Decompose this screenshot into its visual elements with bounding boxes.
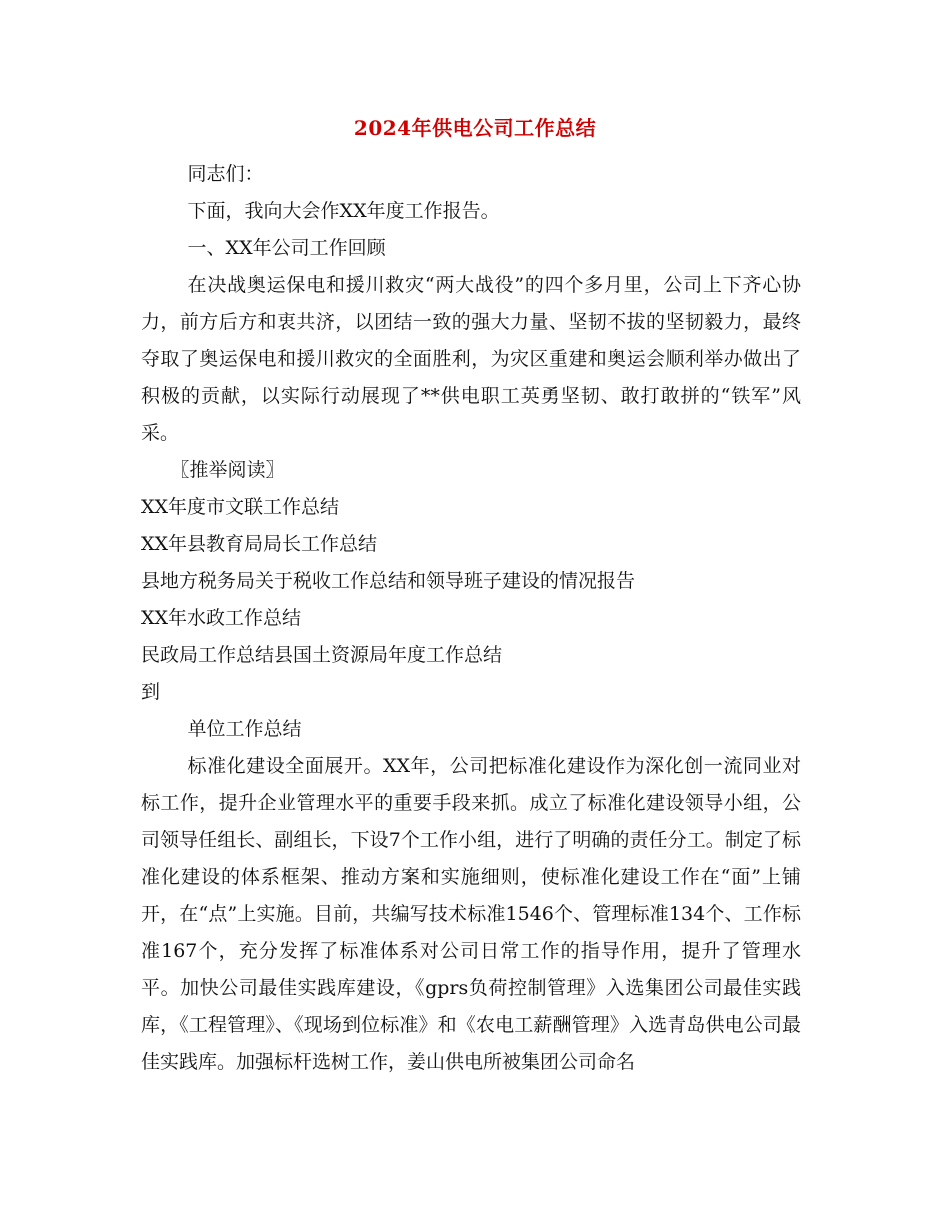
recommend-heading: 〖推举阅读〗	[170, 459, 285, 481]
paragraph-standardization: 标准化建设全面展开。XX年，公司把标准化建设作为深化创一流同业对标工作，提升企业管理水平的重要手段来抓。成立了标准化建设领导小组，公司领导任组长、副组长，下设7个工作小组，进行了明确的责任分工。制定了标准化建设的体系框架、推动方案和实施细则，使标准化建设工作在“面”上铺开，在“点”上实施。目前，共编写技术标准1546个、管理标准134个、工作标准167个，充分发挥了标准体系对公司日常工作的指导作用，提升了管理水平。加快公司最佳实践库建设，《gprs负荷控制管理》入选集团公司最佳实践库，《工程管理》、《现场到位标准》和《农电工薪酬管理》入选青岛供电公司最佳实践库。加强标杆选树工作，姜山供电所被集团公司命名	[141, 755, 801, 1073]
recommend-link-1[interactable]: XX年度市文联工作总结	[141, 496, 340, 518]
greeting: 同志们：	[187, 163, 264, 185]
recommend-link-5[interactable]: 民政局工作总结县国土资源局年度工作总结	[141, 644, 503, 666]
document-body	[141, 156, 801, 1081]
recommend-link-4[interactable]: XX年水政工作总结	[141, 607, 302, 629]
intro-paragraph: 下面，我向大会作XX年度工作报告。	[187, 200, 500, 222]
fragment-to: 到	[141, 681, 161, 703]
recommend-link-2[interactable]: XX年县教育局局长工作总结	[141, 533, 378, 555]
paragraph-review: 在决战奥运保电和援川救灾“两大战役”的四个多月里，公司上下齐心协力，前方后方和衷共济，以团结一致的强大力量、坚韧不拔的坚韧毅力，最终夺取了奥运保电和援川救灾的全面胜利，为灾区重建和奥运会顺利举办做出了积极的贡献，以实际行动展现了**供电职工英勇坚韧、敢打敢拼的“铁军”风采。	[141, 274, 801, 444]
fragment-unit-summary: 单位工作总结	[187, 718, 302, 740]
recommend-link-3[interactable]: 县地方税务局关于税收工作总结和领导班子建设的情况报告	[141, 570, 636, 592]
section-heading: 一、XX年公司工作回顾	[187, 237, 386, 259]
document-title: 2024年供电公司工作总结	[353, 116, 597, 140]
